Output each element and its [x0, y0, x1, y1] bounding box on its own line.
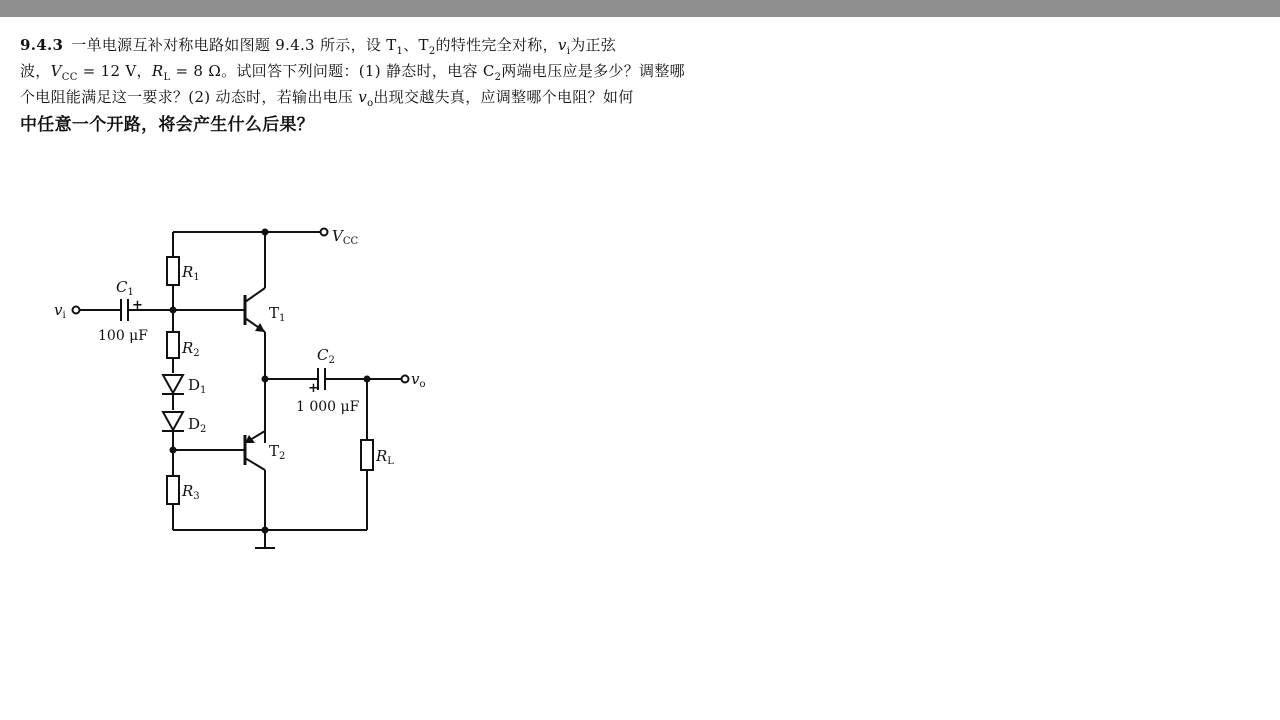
vcc-terminal	[321, 229, 328, 236]
r3-resistor	[167, 476, 179, 504]
problem-line-4: 中任意一个开路，将会产生什么后果？	[20, 115, 315, 135]
t2-label: $T_2$	[269, 442, 286, 462]
junction-dot	[262, 376, 269, 383]
t1-emitter-arrow	[255, 323, 265, 332]
c1-value: 100 μF	[98, 328, 148, 344]
d1-diode	[163, 375, 183, 393]
c1-label: $C_1$	[116, 278, 134, 298]
t1-label: $T_1$	[269, 304, 286, 324]
r1-label: $R_1$	[182, 263, 200, 283]
rl-label: $R_L$	[376, 447, 394, 467]
t2-collector	[245, 458, 265, 470]
c1-plus: +	[132, 298, 143, 313]
junction-dot	[170, 447, 177, 454]
r2-resistor	[167, 332, 179, 358]
junction-dot	[262, 229, 269, 236]
d2-diode	[163, 412, 183, 430]
rl-resistor	[361, 440, 373, 470]
vcc-label: $V_{CC}$	[332, 227, 359, 247]
vo-terminal	[402, 376, 409, 383]
problem-line-2: 波，$V_{CC} = 12$ V，$R_L = 8$ Ω。试回答下列问题：(1) 静态时，电容 $C_2$两端电压应是多少？调整哪	[20, 62, 685, 83]
d1-label: $D_1$	[188, 376, 207, 396]
c2-label: $C_2$	[317, 346, 335, 366]
vo-label: $v_o$	[411, 370, 426, 390]
problem-text	[20, 32, 700, 138]
problem-number: 9.4.3	[20, 36, 64, 54]
c2-value: 1 000 μF	[296, 399, 360, 415]
r1-resistor	[167, 257, 179, 285]
r3-label: $R_3$	[182, 482, 200, 502]
r2-label: $R_2$	[182, 339, 200, 359]
c2-plus: +	[308, 381, 319, 396]
vi-label: $v_i$	[54, 301, 66, 321]
junction-dot	[170, 307, 177, 314]
top-bar	[0, 0, 1280, 17]
circuit-diagram	[40, 210, 460, 560]
problem-line-3: 个电阻能满足这一要求？(2) 动态时，若输出电压 $v_o$出现交越失真，应调整哪个电阻？如何	[20, 88, 634, 109]
problem-line-1: 9.4.3 一单电源互补对称电路如图题 9.4.3 所示，设 $T_1$、$T_2$的特性完全对称，$v_i$为正弦	[20, 36, 617, 57]
junction-dot	[262, 527, 269, 534]
junction-dot	[364, 376, 371, 383]
t1-collector	[245, 288, 265, 302]
d2-label: $D_2$	[188, 415, 207, 435]
vi-terminal	[73, 307, 80, 314]
